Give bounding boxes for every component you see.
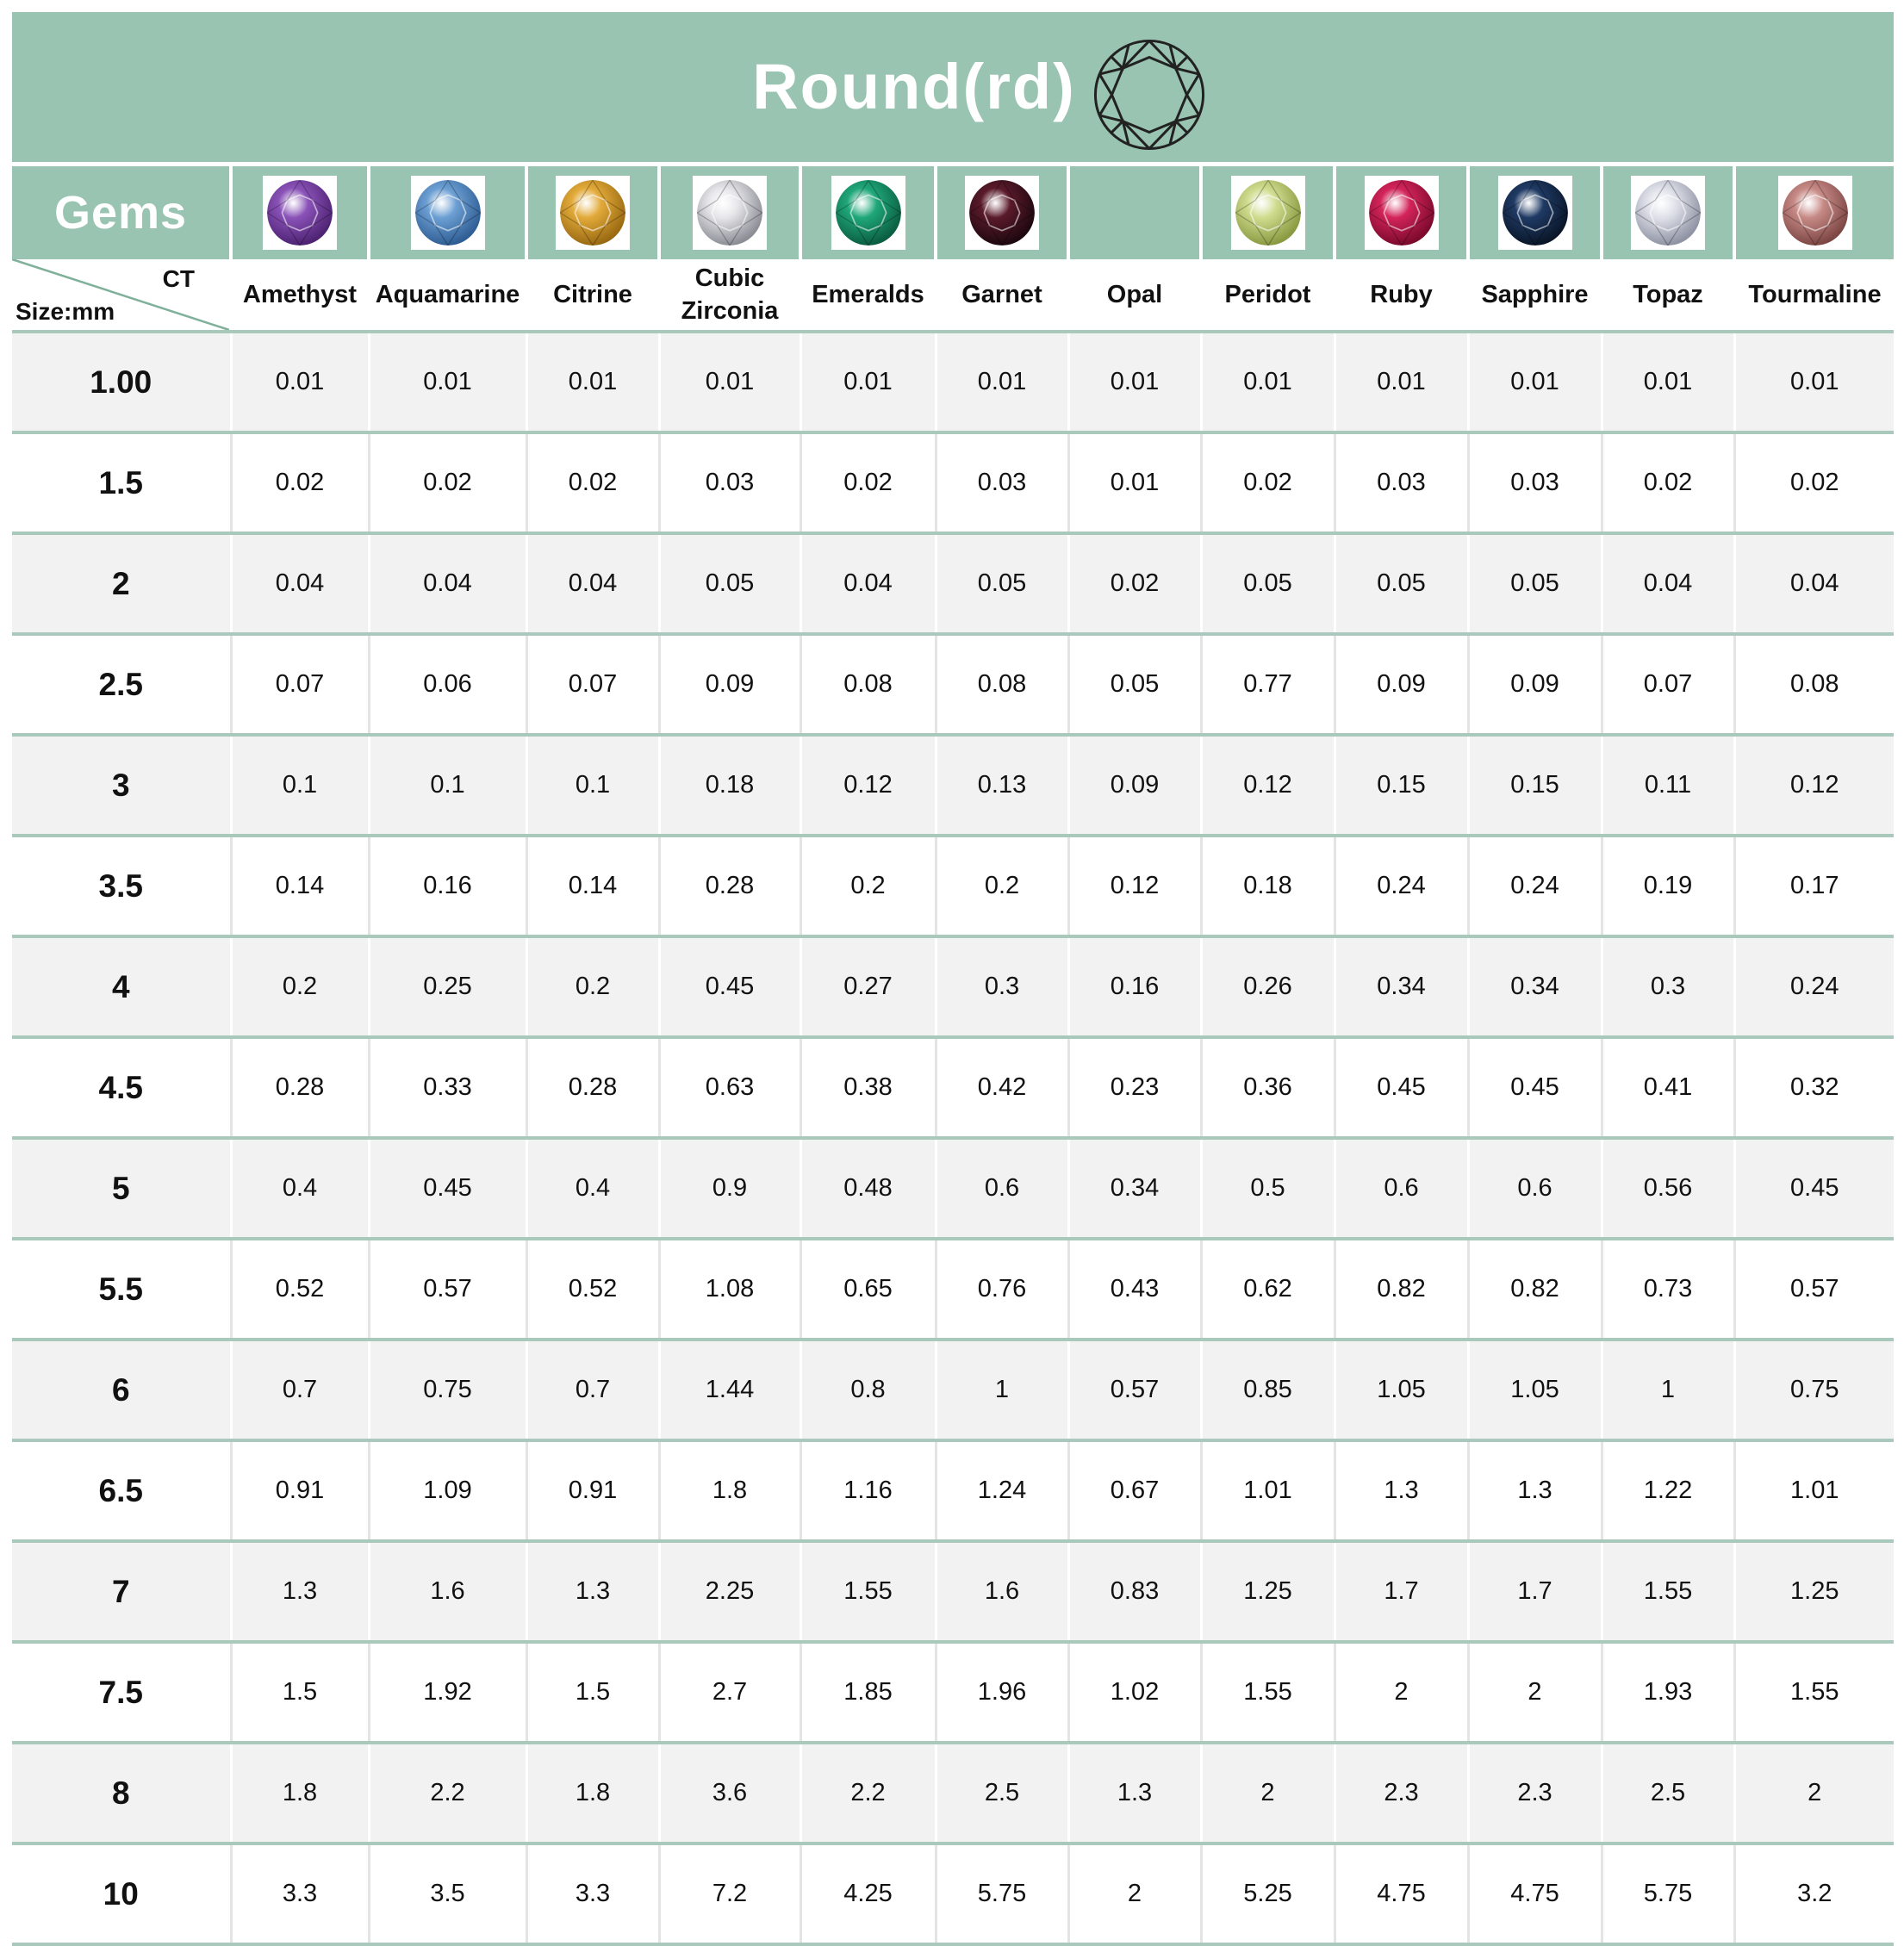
carat-cell: 0.02 xyxy=(231,432,369,533)
size-cell: 7.5 xyxy=(12,1642,231,1743)
carat-cell: 0.7 xyxy=(526,1340,659,1440)
carat-cell: 0.45 xyxy=(1335,1037,1468,1138)
size-cell: 5.5 xyxy=(12,1239,231,1340)
carat-cell: 0.4 xyxy=(231,1138,369,1239)
carat-cell: 0.16 xyxy=(1068,936,1201,1037)
carat-cell: 1.09 xyxy=(369,1440,526,1541)
carat-cell: 0.45 xyxy=(659,936,800,1037)
round-gemstone-icon xyxy=(693,176,767,250)
carat-cell: 0.8 xyxy=(800,1340,936,1440)
carat-cell: 2 xyxy=(1068,1843,1201,1944)
carat-cell: 0.04 xyxy=(1734,533,1894,634)
carat-cell: 0.57 xyxy=(369,1239,526,1340)
carat-cell: 0.23 xyxy=(1068,1037,1201,1138)
carat-cell: 0.01 xyxy=(659,332,800,432)
carat-cell: 0.91 xyxy=(526,1440,659,1541)
carat-cell: 2 xyxy=(1201,1743,1335,1843)
carat-cell: 4.75 xyxy=(1335,1843,1468,1944)
round-gemstone-icon xyxy=(831,176,905,250)
carat-cell: 0.67 xyxy=(1068,1440,1201,1541)
carat-cell: 0.03 xyxy=(936,432,1068,533)
gem-image-cell xyxy=(659,165,800,260)
carat-cell: 0.04 xyxy=(1602,533,1734,634)
carat-cell: 0.2 xyxy=(526,936,659,1037)
gem-table xyxy=(12,162,1894,1946)
carat-cell: 0.34 xyxy=(1335,936,1468,1037)
gem-name-header: Emeralds xyxy=(800,259,936,332)
carat-cell: 0.01 xyxy=(1734,332,1894,432)
gem-image-cell xyxy=(1201,165,1335,260)
carat-cell: 0.01 xyxy=(1335,332,1468,432)
round-gemstone-icon xyxy=(411,176,485,250)
carat-cell: 0.73 xyxy=(1602,1239,1734,1340)
carat-cell: 1.05 xyxy=(1468,1340,1602,1440)
table-row xyxy=(12,1843,1894,1944)
carat-cell: 0.28 xyxy=(231,1037,369,1138)
carat-cell: 0.1 xyxy=(231,735,369,836)
title-bar xyxy=(12,12,1894,162)
round-gemstone-icon xyxy=(1631,176,1705,250)
carat-cell: 0.6 xyxy=(1335,1138,1468,1239)
round-gemstone-icon xyxy=(1778,176,1852,250)
carat-cell: 0.5 xyxy=(1201,1138,1335,1239)
gem-image-cell xyxy=(936,165,1068,260)
carat-cell: 0.14 xyxy=(231,836,369,936)
carat-cell: 0.6 xyxy=(1468,1138,1602,1239)
carat-cell: 0.06 xyxy=(369,634,526,735)
carat-cell: 2 xyxy=(1468,1642,1602,1743)
carat-cell: 1.25 xyxy=(1201,1541,1335,1642)
carat-cell: 1.55 xyxy=(1602,1541,1734,1642)
carat-cell: 5.25 xyxy=(1201,1843,1335,1944)
carat-cell: 0.7 xyxy=(231,1340,369,1440)
carat-cell: 0.01 xyxy=(936,332,1068,432)
carat-cell: 5.75 xyxy=(936,1843,1068,1944)
gem-name-header: Amethyst xyxy=(231,259,369,332)
carat-cell: 0.08 xyxy=(1734,634,1894,735)
gem-name-header: Peridot xyxy=(1201,259,1335,332)
size-cell: 6.5 xyxy=(12,1440,231,1541)
carat-cell: 0.56 xyxy=(1602,1138,1734,1239)
carat-cell: 0.91 xyxy=(231,1440,369,1541)
carat-cell: 1.3 xyxy=(1468,1440,1602,1541)
carat-cell: 1.7 xyxy=(1468,1541,1602,1642)
table-row xyxy=(12,1340,1894,1440)
table-row xyxy=(12,1743,1894,1843)
header-corner-cell xyxy=(12,259,231,332)
carat-cell: 0.65 xyxy=(800,1239,936,1340)
carat-cell: 1.44 xyxy=(659,1340,800,1440)
carat-cell: 0.34 xyxy=(1068,1138,1201,1239)
carat-cell: 1.7 xyxy=(1335,1541,1468,1642)
round-gemstone-icon xyxy=(965,176,1039,250)
carat-cell: 0.85 xyxy=(1201,1340,1335,1440)
carat-cell: 0.09 xyxy=(1335,634,1468,735)
table-row xyxy=(12,1037,1894,1138)
carat-cell: 0.01 xyxy=(231,332,369,432)
carat-cell: 0.01 xyxy=(1068,332,1201,432)
gem-image-cell xyxy=(231,165,369,260)
carat-cell: 0.03 xyxy=(1468,432,1602,533)
carat-cell: 0.34 xyxy=(1468,936,1602,1037)
table-row xyxy=(12,1541,1894,1642)
carat-cell: 0.04 xyxy=(369,533,526,634)
table-row xyxy=(12,332,1894,432)
carat-cell: 0.82 xyxy=(1335,1239,1468,1340)
carat-cell: 0.2 xyxy=(800,836,936,936)
carat-cell: 0.45 xyxy=(1734,1138,1894,1239)
round-gemstone-icon xyxy=(1365,176,1439,250)
carat-cell: 0.01 xyxy=(1068,432,1201,533)
carat-cell: 1.93 xyxy=(1602,1642,1734,1743)
carat-cell: 0.07 xyxy=(231,634,369,735)
table-row xyxy=(12,936,1894,1037)
carat-cell: 0.08 xyxy=(936,634,1068,735)
gem-name-header: Citrine xyxy=(526,259,659,332)
carat-cell: 1.8 xyxy=(231,1743,369,1843)
gem-name-header: Cubic Zirconia xyxy=(659,259,800,332)
carat-cell: 0.02 xyxy=(1602,432,1734,533)
carat-cell: 0.45 xyxy=(369,1138,526,1239)
table-row xyxy=(12,1239,1894,1340)
carat-cell: 2.5 xyxy=(1602,1743,1734,1843)
round-diamond-outline-icon xyxy=(1091,36,1208,153)
gem-name-header: Sapphire xyxy=(1468,259,1602,332)
carat-cell: 1 xyxy=(1602,1340,1734,1440)
carat-cell: 0.04 xyxy=(800,533,936,634)
carat-cell: 0.05 xyxy=(1335,533,1468,634)
size-cell: 10 xyxy=(12,1843,231,1944)
carat-cell: 0.02 xyxy=(1068,533,1201,634)
carat-cell: 1.55 xyxy=(800,1541,936,1642)
gem-image-cell xyxy=(1468,165,1602,260)
carat-cell: 0.02 xyxy=(1201,432,1335,533)
carat-cell: 0.3 xyxy=(1602,936,1734,1037)
carat-cell: 0.07 xyxy=(1602,634,1734,735)
carat-cell: 0.63 xyxy=(659,1037,800,1138)
gem-name-header: Opal xyxy=(1068,259,1201,332)
carat-cell: 0.01 xyxy=(1201,332,1335,432)
carat-cell: 1.6 xyxy=(369,1541,526,1642)
carat-cell: 0.04 xyxy=(231,533,369,634)
round-gemstone-icon xyxy=(1498,176,1572,250)
round-gemstone-icon xyxy=(556,176,630,250)
gem-names-row xyxy=(12,259,1894,332)
carat-cell: 0.09 xyxy=(659,634,800,735)
carat-cell: 2 xyxy=(1335,1642,1468,1743)
carat-cell: 2 xyxy=(1734,1743,1894,1843)
size-cell: 6 xyxy=(12,1340,231,1440)
carat-cell: 0.33 xyxy=(369,1037,526,1138)
table-row xyxy=(12,1138,1894,1239)
carat-cell: 1.55 xyxy=(1201,1642,1335,1743)
carat-cell: 0.1 xyxy=(369,735,526,836)
gem-image-cell xyxy=(369,165,526,260)
carat-cell: 1.3 xyxy=(526,1541,659,1642)
gem-name-header: Aquamarine xyxy=(369,259,526,332)
carat-cell: 1.8 xyxy=(526,1743,659,1843)
gem-table-body xyxy=(12,332,1894,1944)
carat-cell: 3.3 xyxy=(231,1843,369,1944)
carat-cell: 0.02 xyxy=(369,432,526,533)
carat-cell: 0.24 xyxy=(1335,836,1468,936)
gem-image-cell xyxy=(1068,165,1201,260)
carat-cell: 1.08 xyxy=(659,1239,800,1340)
round-gemstone-icon xyxy=(1231,176,1305,250)
gem-image-cell xyxy=(1602,165,1734,260)
carat-cell: 0.24 xyxy=(1734,936,1894,1037)
carat-cell: 0.82 xyxy=(1468,1239,1602,1340)
carat-cell: 0.16 xyxy=(369,836,526,936)
carat-cell: 0.15 xyxy=(1468,735,1602,836)
carat-cell: 0.38 xyxy=(800,1037,936,1138)
carat-cell: 1.3 xyxy=(1068,1743,1201,1843)
carat-cell: 1.16 xyxy=(800,1440,936,1541)
carat-cell: 1.24 xyxy=(936,1440,1068,1541)
carat-cell: 0.28 xyxy=(659,836,800,936)
table-row xyxy=(12,1642,1894,1743)
ct-label: CT xyxy=(162,265,195,292)
carat-cell: 5.75 xyxy=(1602,1843,1734,1944)
carat-cell: 0.12 xyxy=(1201,735,1335,836)
carat-cell: 1.25 xyxy=(1734,1541,1894,1642)
carat-cell: 0.11 xyxy=(1602,735,1734,836)
carat-cell: 0.1 xyxy=(526,735,659,836)
carat-cell: 1.05 xyxy=(1335,1340,1468,1440)
carat-cell: 0.02 xyxy=(800,432,936,533)
carat-cell: 0.03 xyxy=(1335,432,1468,533)
carat-cell: 1.6 xyxy=(936,1541,1068,1642)
carat-cell: 1.01 xyxy=(1734,1440,1894,1541)
gem-image-cell xyxy=(1335,165,1468,260)
carat-cell: 0.75 xyxy=(369,1340,526,1440)
carat-cell: 0.02 xyxy=(1734,432,1894,533)
round-gemstone-icon xyxy=(263,176,337,250)
carat-cell: 0.2 xyxy=(936,836,1068,936)
carat-cell: 3.3 xyxy=(526,1843,659,1944)
size-cell: 1.00 xyxy=(12,332,231,432)
size-cell: 3.5 xyxy=(12,836,231,936)
carat-cell: 0.12 xyxy=(800,735,936,836)
carat-cell: 0.08 xyxy=(800,634,936,735)
carat-cell: 0.01 xyxy=(369,332,526,432)
carat-cell: 0.48 xyxy=(800,1138,936,1239)
gem-name-header: Topaz xyxy=(1602,259,1734,332)
size-cell: 5 xyxy=(12,1138,231,1239)
gems-label: Gems xyxy=(12,165,231,260)
size-cell: 4.5 xyxy=(12,1037,231,1138)
size-cell: 2 xyxy=(12,533,231,634)
carat-cell: 1.5 xyxy=(526,1642,659,1743)
table-row xyxy=(12,735,1894,836)
gem-image-cell xyxy=(1734,165,1894,260)
carat-cell: 0.01 xyxy=(1468,332,1602,432)
carat-cell: 1.85 xyxy=(800,1642,936,1743)
carat-cell: 2.3 xyxy=(1468,1743,1602,1843)
size-cell: 2.5 xyxy=(12,634,231,735)
carat-cell: 0.42 xyxy=(936,1037,1068,1138)
chart-title: Round(rd) xyxy=(752,51,1076,122)
carat-cell: 4.25 xyxy=(800,1843,936,1944)
carat-cell: 0.26 xyxy=(1201,936,1335,1037)
carat-cell: 0.01 xyxy=(1602,332,1734,432)
table-row xyxy=(12,836,1894,936)
size-cell: 4 xyxy=(12,936,231,1037)
carat-cell: 0.52 xyxy=(231,1239,369,1340)
size-cell: 7 xyxy=(12,1541,231,1642)
carat-cell: 0.17 xyxy=(1734,836,1894,936)
carat-cell: 0.12 xyxy=(1068,836,1201,936)
carat-cell: 0.05 xyxy=(936,533,1068,634)
carat-cell: 0.76 xyxy=(936,1239,1068,1340)
carat-cell: 1.96 xyxy=(936,1642,1068,1743)
carat-cell: 2.2 xyxy=(800,1743,936,1843)
gem-size-chart xyxy=(12,12,1894,1946)
carat-cell: 0.05 xyxy=(1068,634,1201,735)
carat-cell: 2.25 xyxy=(659,1541,800,1642)
carat-cell: 0.14 xyxy=(526,836,659,936)
carat-cell: 1.01 xyxy=(1201,1440,1335,1541)
carat-cell: 2.2 xyxy=(369,1743,526,1843)
size-cell: 8 xyxy=(12,1743,231,1843)
carat-cell: 1.55 xyxy=(1734,1642,1894,1743)
carat-cell: 3.2 xyxy=(1734,1843,1894,1944)
carat-cell: 0.6 xyxy=(936,1138,1068,1239)
table-row xyxy=(12,634,1894,735)
carat-cell: 0.43 xyxy=(1068,1239,1201,1340)
table-row xyxy=(12,432,1894,533)
carat-cell: 0.41 xyxy=(1602,1037,1734,1138)
carat-cell: 0.18 xyxy=(1201,836,1335,936)
carat-cell: 0.02 xyxy=(526,432,659,533)
carat-cell: 0.09 xyxy=(1468,634,1602,735)
carat-cell: 0.77 xyxy=(1201,634,1335,735)
carat-cell: 1.92 xyxy=(369,1642,526,1743)
carat-cell: 2.5 xyxy=(936,1743,1068,1843)
table-row xyxy=(12,533,1894,634)
carat-cell: 0.36 xyxy=(1201,1037,1335,1138)
size-mm-label: Size:mm xyxy=(16,298,115,325)
gem-name-header: Tourmaline xyxy=(1734,259,1894,332)
carat-cell: 1.22 xyxy=(1602,1440,1734,1541)
carat-cell: 0.09 xyxy=(1068,735,1201,836)
carat-cell: 0.4 xyxy=(526,1138,659,1239)
carat-cell: 0.75 xyxy=(1734,1340,1894,1440)
gem-image-cell xyxy=(800,165,936,260)
carat-cell: 0.05 xyxy=(1201,533,1335,634)
carat-cell: 2.3 xyxy=(1335,1743,1468,1843)
carat-cell: 1.3 xyxy=(1335,1440,1468,1541)
carat-cell: 0.27 xyxy=(800,936,936,1037)
carat-cell: 1.02 xyxy=(1068,1642,1201,1743)
carat-cell: 0.28 xyxy=(526,1037,659,1138)
carat-cell: 0.52 xyxy=(526,1239,659,1340)
carat-cell: 0.13 xyxy=(936,735,1068,836)
carat-cell: 0.04 xyxy=(526,533,659,634)
carat-cell: 0.2 xyxy=(231,936,369,1037)
carat-cell: 0.24 xyxy=(1468,836,1602,936)
carat-cell: 0.05 xyxy=(1468,533,1602,634)
carat-cell: 0.18 xyxy=(659,735,800,836)
carat-cell: 0.12 xyxy=(1734,735,1894,836)
carat-cell: 0.3 xyxy=(936,936,1068,1037)
carat-cell: 0.01 xyxy=(800,332,936,432)
carat-cell: 0.15 xyxy=(1335,735,1468,836)
carat-cell: 0.32 xyxy=(1734,1037,1894,1138)
carat-cell: 0.83 xyxy=(1068,1541,1201,1642)
carat-cell: 4.75 xyxy=(1468,1843,1602,1944)
carat-cell: 1 xyxy=(936,1340,1068,1440)
carat-cell: 7.2 xyxy=(659,1843,800,1944)
carat-cell: 1.8 xyxy=(659,1440,800,1541)
carat-cell: 0.62 xyxy=(1201,1239,1335,1340)
carat-cell: 3.5 xyxy=(369,1843,526,1944)
carat-cell: 0.07 xyxy=(526,634,659,735)
gem-images-row xyxy=(12,165,1894,260)
carat-cell: 0.05 xyxy=(659,533,800,634)
carat-cell: 0.01 xyxy=(526,332,659,432)
table-row xyxy=(12,1440,1894,1541)
carat-cell: 3.6 xyxy=(659,1743,800,1843)
carat-cell: 2.7 xyxy=(659,1642,800,1743)
carat-cell: 0.03 xyxy=(659,432,800,533)
carat-cell: 0.57 xyxy=(1734,1239,1894,1340)
size-cell: 3 xyxy=(12,735,231,836)
gem-image-cell xyxy=(526,165,659,260)
size-cell: 1.5 xyxy=(12,432,231,533)
carat-cell: 0.25 xyxy=(369,936,526,1037)
carat-cell: 0.45 xyxy=(1468,1037,1602,1138)
gem-name-header: Ruby xyxy=(1335,259,1468,332)
carat-cell: 1.3 xyxy=(231,1541,369,1642)
gem-name-header: Garnet xyxy=(936,259,1068,332)
carat-cell: 1.5 xyxy=(231,1642,369,1743)
carat-cell: 0.57 xyxy=(1068,1340,1201,1440)
carat-cell: 0.19 xyxy=(1602,836,1734,936)
carat-cell: 0.9 xyxy=(659,1138,800,1239)
